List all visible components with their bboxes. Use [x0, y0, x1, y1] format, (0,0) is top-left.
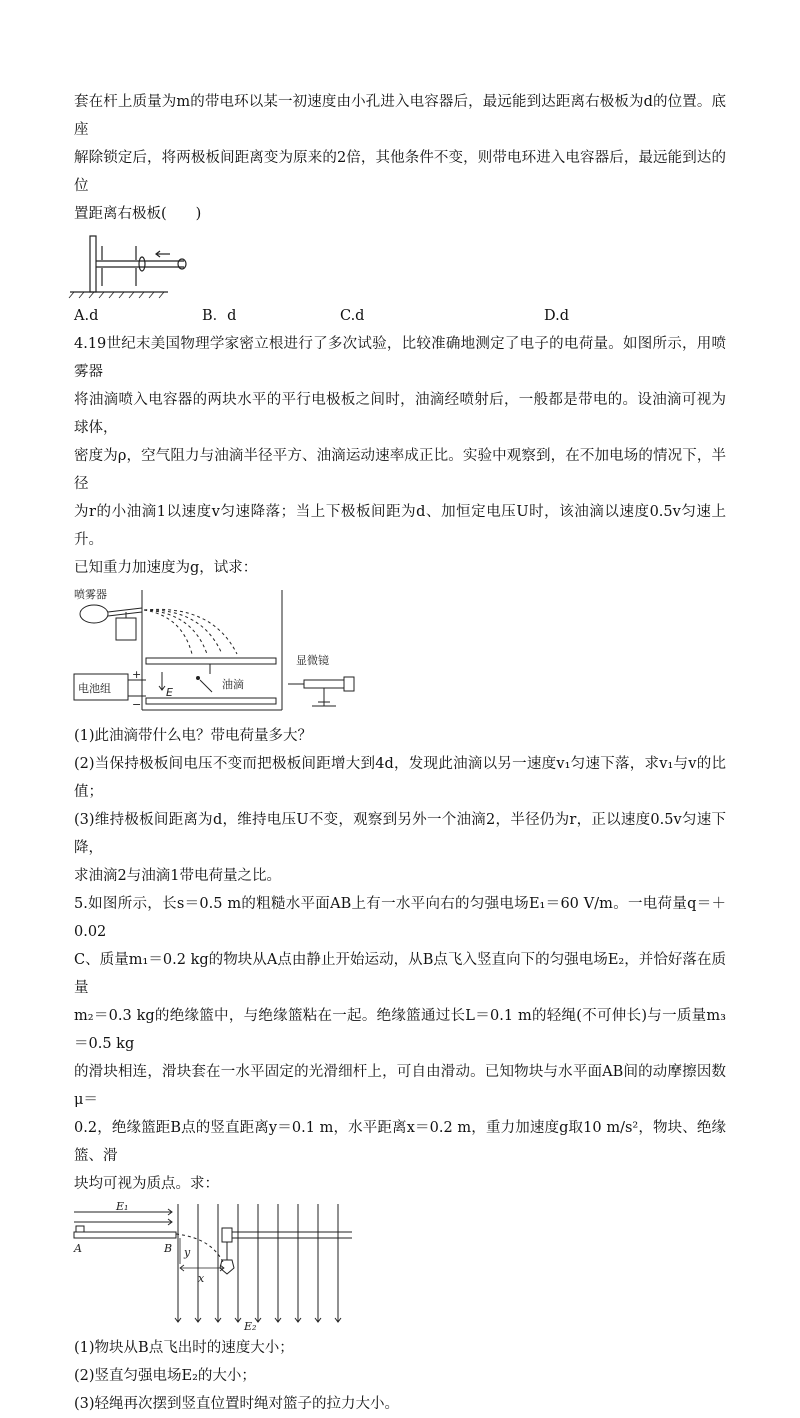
q4-sub-2: (2)当保持极板间电压不变而把极板间距增大到4d，发现此油滴以另一速度v₁匀速下落，求v₁与v的比值；	[74, 756, 726, 800]
label-battery: 电池组	[78, 682, 111, 695]
label-field-e: E	[166, 686, 173, 699]
q4-line: 4.19世纪末美国物理学家密立根进行了多次试验，比较准确地测定了电子的电荷量。如图所示，用喷雾器	[74, 336, 726, 380]
q3-line: 置距离右极板( )	[74, 206, 202, 222]
q4-line: 为r的小油滴1以速度v匀速降落；当上下极板间距为d、加恒定电压U时，该油滴以速度0.5v匀速上升。	[74, 504, 726, 548]
choice-a[interactable]: A.d	[74, 308, 99, 324]
q4-sub-1: (1)此油滴带什么电？带电荷量多大？	[74, 728, 313, 744]
millikan-oil-drop-figure	[72, 584, 372, 720]
q5-line: 0.2，绝缘篮距B点的竖直距离y＝0.1 m，水平距离x＝0.2 m，重力加速度g取10 m/s²，物块、绝缘篮、滑	[74, 1120, 726, 1164]
question-4-subquestions	[74, 722, 726, 890]
q5-line: 块均可视为质点。求：	[74, 1176, 219, 1192]
q5-sub-1: (1)物块从B点飞出时的速度大小；	[74, 1340, 294, 1356]
q4-line: 已知重力加速度为g，试求：	[74, 560, 258, 576]
question-5-text	[74, 890, 726, 1198]
capacitor-ring-figure	[68, 232, 208, 300]
document-page	[74, 88, 726, 1418]
label-a: A	[74, 1242, 82, 1255]
q4-sub-3-cont: 求油滴2与油滴1带电荷量之比。	[74, 868, 281, 884]
label-minus: −	[132, 698, 142, 711]
label-e1: E₁	[116, 1202, 129, 1213]
question-4-text	[74, 330, 726, 582]
label-x: x	[198, 1272, 205, 1285]
question-5-subquestions	[74, 1334, 726, 1418]
q5-line: 5.如图所示，长s＝0.5 m的粗糙水平面AB上有一水平向右的匀强电场E₁＝60 V/m。一电荷量q＝＋0.02	[74, 896, 726, 940]
electric-field-basket-figure	[72, 1202, 362, 1332]
q5-sub-3: (3)轻绳再次摆到竖直位置时绳对篮子的拉力大小。	[74, 1396, 400, 1412]
q4-line: 将油滴喷入电容器的两块水平的平行电极板之间时，油滴经喷射后，一般都是带电的。设油滴可视为球体，	[74, 392, 726, 436]
label-sprayer: 喷雾器	[74, 588, 107, 601]
label-e2: E₂	[244, 1320, 257, 1332]
label-b: B	[164, 1242, 173, 1255]
label-microscope: 显微镜	[296, 654, 329, 667]
label-oil-drop: 油滴	[222, 678, 244, 691]
q5-line: 的滑块相连，滑块套在一水平固定的光滑细杆上，可自由滑动。已知物块与水平面AB间的动摩擦因数μ＝	[74, 1064, 726, 1108]
label-y: y	[184, 1246, 191, 1259]
q3-choices	[74, 302, 726, 330]
label-plus: +	[132, 668, 142, 681]
q4-sub-3: (3)维持极板间距离为d，维持电压U不变，观察到另外一个油滴2，半径仍为r，正以速度0.5v匀速下降，	[74, 812, 726, 856]
q3-line: 套在杆上质量为m的带电环以某一初速度由小孔进入电容器后，最远能到达距离右极板为d的位置。底座	[74, 94, 726, 138]
q5-line: m₂＝0.3 kg的绝缘篮中，与绝缘篮粘在一起。绝缘篮通过长L＝0.1 m的轻绳(不可伸长)与一质量m₃＝0.5 kg	[74, 1008, 726, 1052]
q5-line: C、质量m₁＝0.2 kg的物块从A点由静止开始运动，从B点飞入竖直向下的匀强电场E₂，并恰好落在质量	[74, 952, 726, 996]
choice-d[interactable]: D.d	[544, 308, 569, 324]
q3-line: 解除锁定后，将两极板间距离变为原来的2倍，其他条件不变，则带电环进入电容器后，最远能到达的位	[74, 150, 726, 194]
choice-c[interactable]: C.d	[340, 308, 365, 324]
choice-b[interactable]: B．d	[202, 308, 237, 324]
question-3-text	[74, 88, 726, 228]
q4-line: 密度为ρ，空气阻力与油滴半径平方、油滴运动速率成正比。实验中观察到，在不加电场的情况下，半径	[74, 448, 726, 492]
q5-sub-2: (2)竖直匀强电场E₂的大小；	[74, 1368, 256, 1384]
